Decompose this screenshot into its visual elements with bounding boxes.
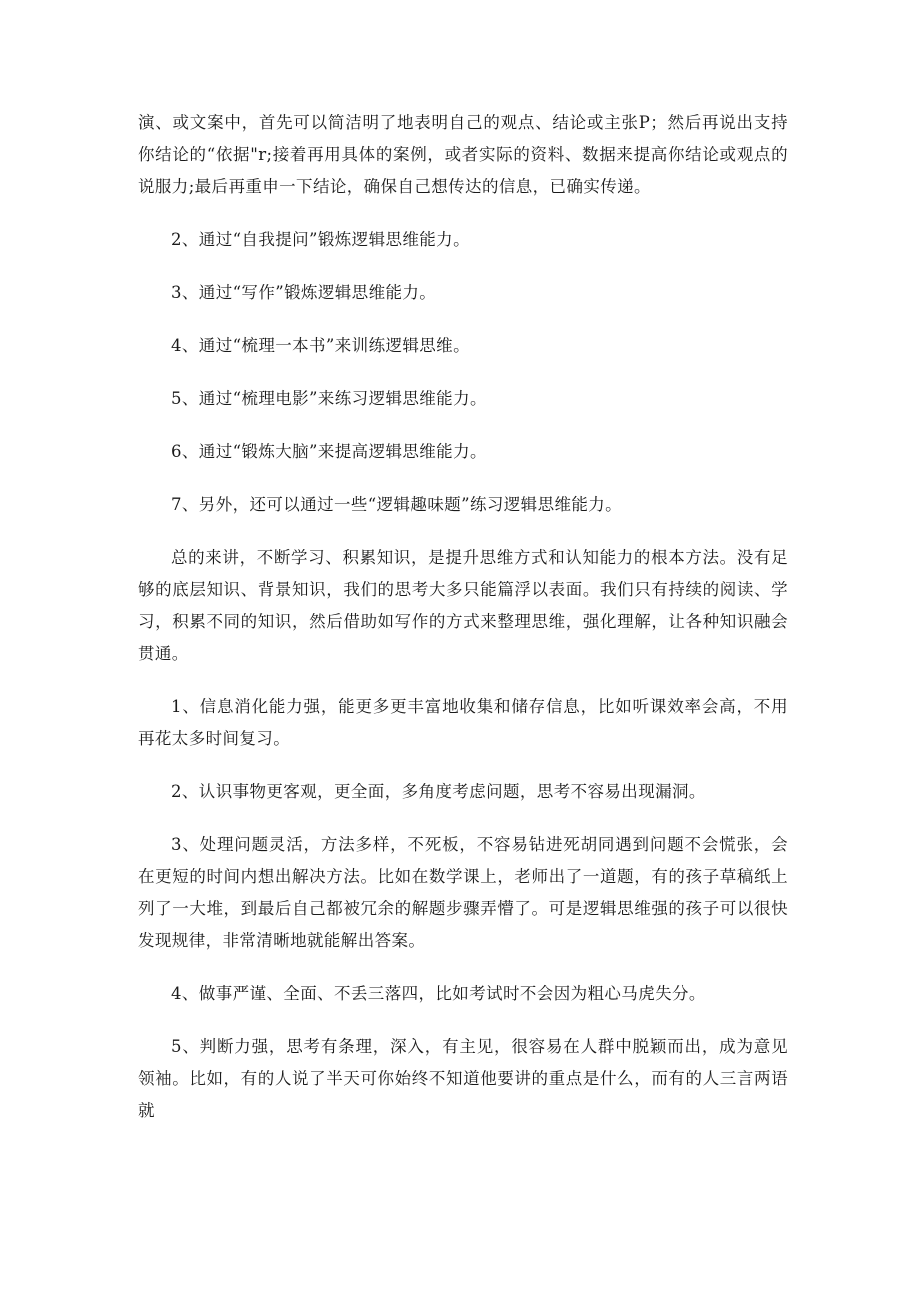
document-body: [138, 107, 788, 1127]
benefit-item-3: 3、处理问题灵活，方法多样，不死板，不容易钻进死胡同遇到问题不会慌张，会在更短的时间内想出解决方法。比如在数学课上，老师出了一道题，有的孩子草稿纸上列了一大堆，到最后自己都被冗余的解题步骤弄懵了。可是逻辑思维强的孩子可以很快发现规律，非常清晰地就能解出答案。: [138, 835, 788, 950]
benefit-item-5: 5、判断力强，思考有条理，深入，有主见，很容易在人群中脱颖而出，成为意见领袖。比如，有的人说了半天可你始终不知道他要讲的重点是什么，而有的人三言两语就: [138, 1037, 788, 1120]
paragraph-continuation: 演、或文案中，首先可以简洁明了地表明自己的观点、结论或主张P；然后再说出支持你结论的“依据"r;接着再用具体的案例，或者实际的资料、数据来提高你结论或观点的说服力;最后再重申一下结论，确保自己想传达的信息，已确实传递。: [138, 113, 788, 196]
list-item-5: 5、通过“梳理电影”来练习逻辑思维能力。: [171, 389, 487, 408]
list-item-2: 2、通过“自我提问”锻炼逻辑思维能力。: [171, 230, 470, 249]
list-item-6: 6、通过“锻炼大脑”来提高逻辑思维能力。: [171, 442, 487, 461]
benefit-item-1: 1、信息消化能力强，能更多更丰富地收集和储存信息，比如听课效率会高，不用再花太多时间复习。: [138, 697, 788, 748]
list-item-7: 7、另外，还可以通过一些“逻辑趣味题”练习逻辑思维能力。: [171, 495, 623, 514]
summary-paragraph: 总的来讲，不断学习、积累知识，是提升思维方式和认知能力的根本方法。没有足够的底层知识、背景知识，我们的思考大多只能篇浮以表面。我们只有持续的阅读、学习，积累不同的知识，然后借助如写作的方式来整理思维，强化理解，让各种知识融会贯通。: [138, 548, 788, 663]
list-item-4: 4、通过“梳理一本书”来训练逻辑思维。: [171, 336, 470, 355]
list-item-3: 3、通过“写作”锻炼逻辑思维能力。: [171, 283, 437, 302]
benefit-item-4: 4、做事严谨、全面、不丢三落四，比如考试时不会因为粗心马虎失分。: [171, 984, 706, 1003]
benefit-item-2: 2、认识事物更客观，更全面，多角度考虑问题，思考不容易出现漏洞。: [171, 782, 706, 801]
